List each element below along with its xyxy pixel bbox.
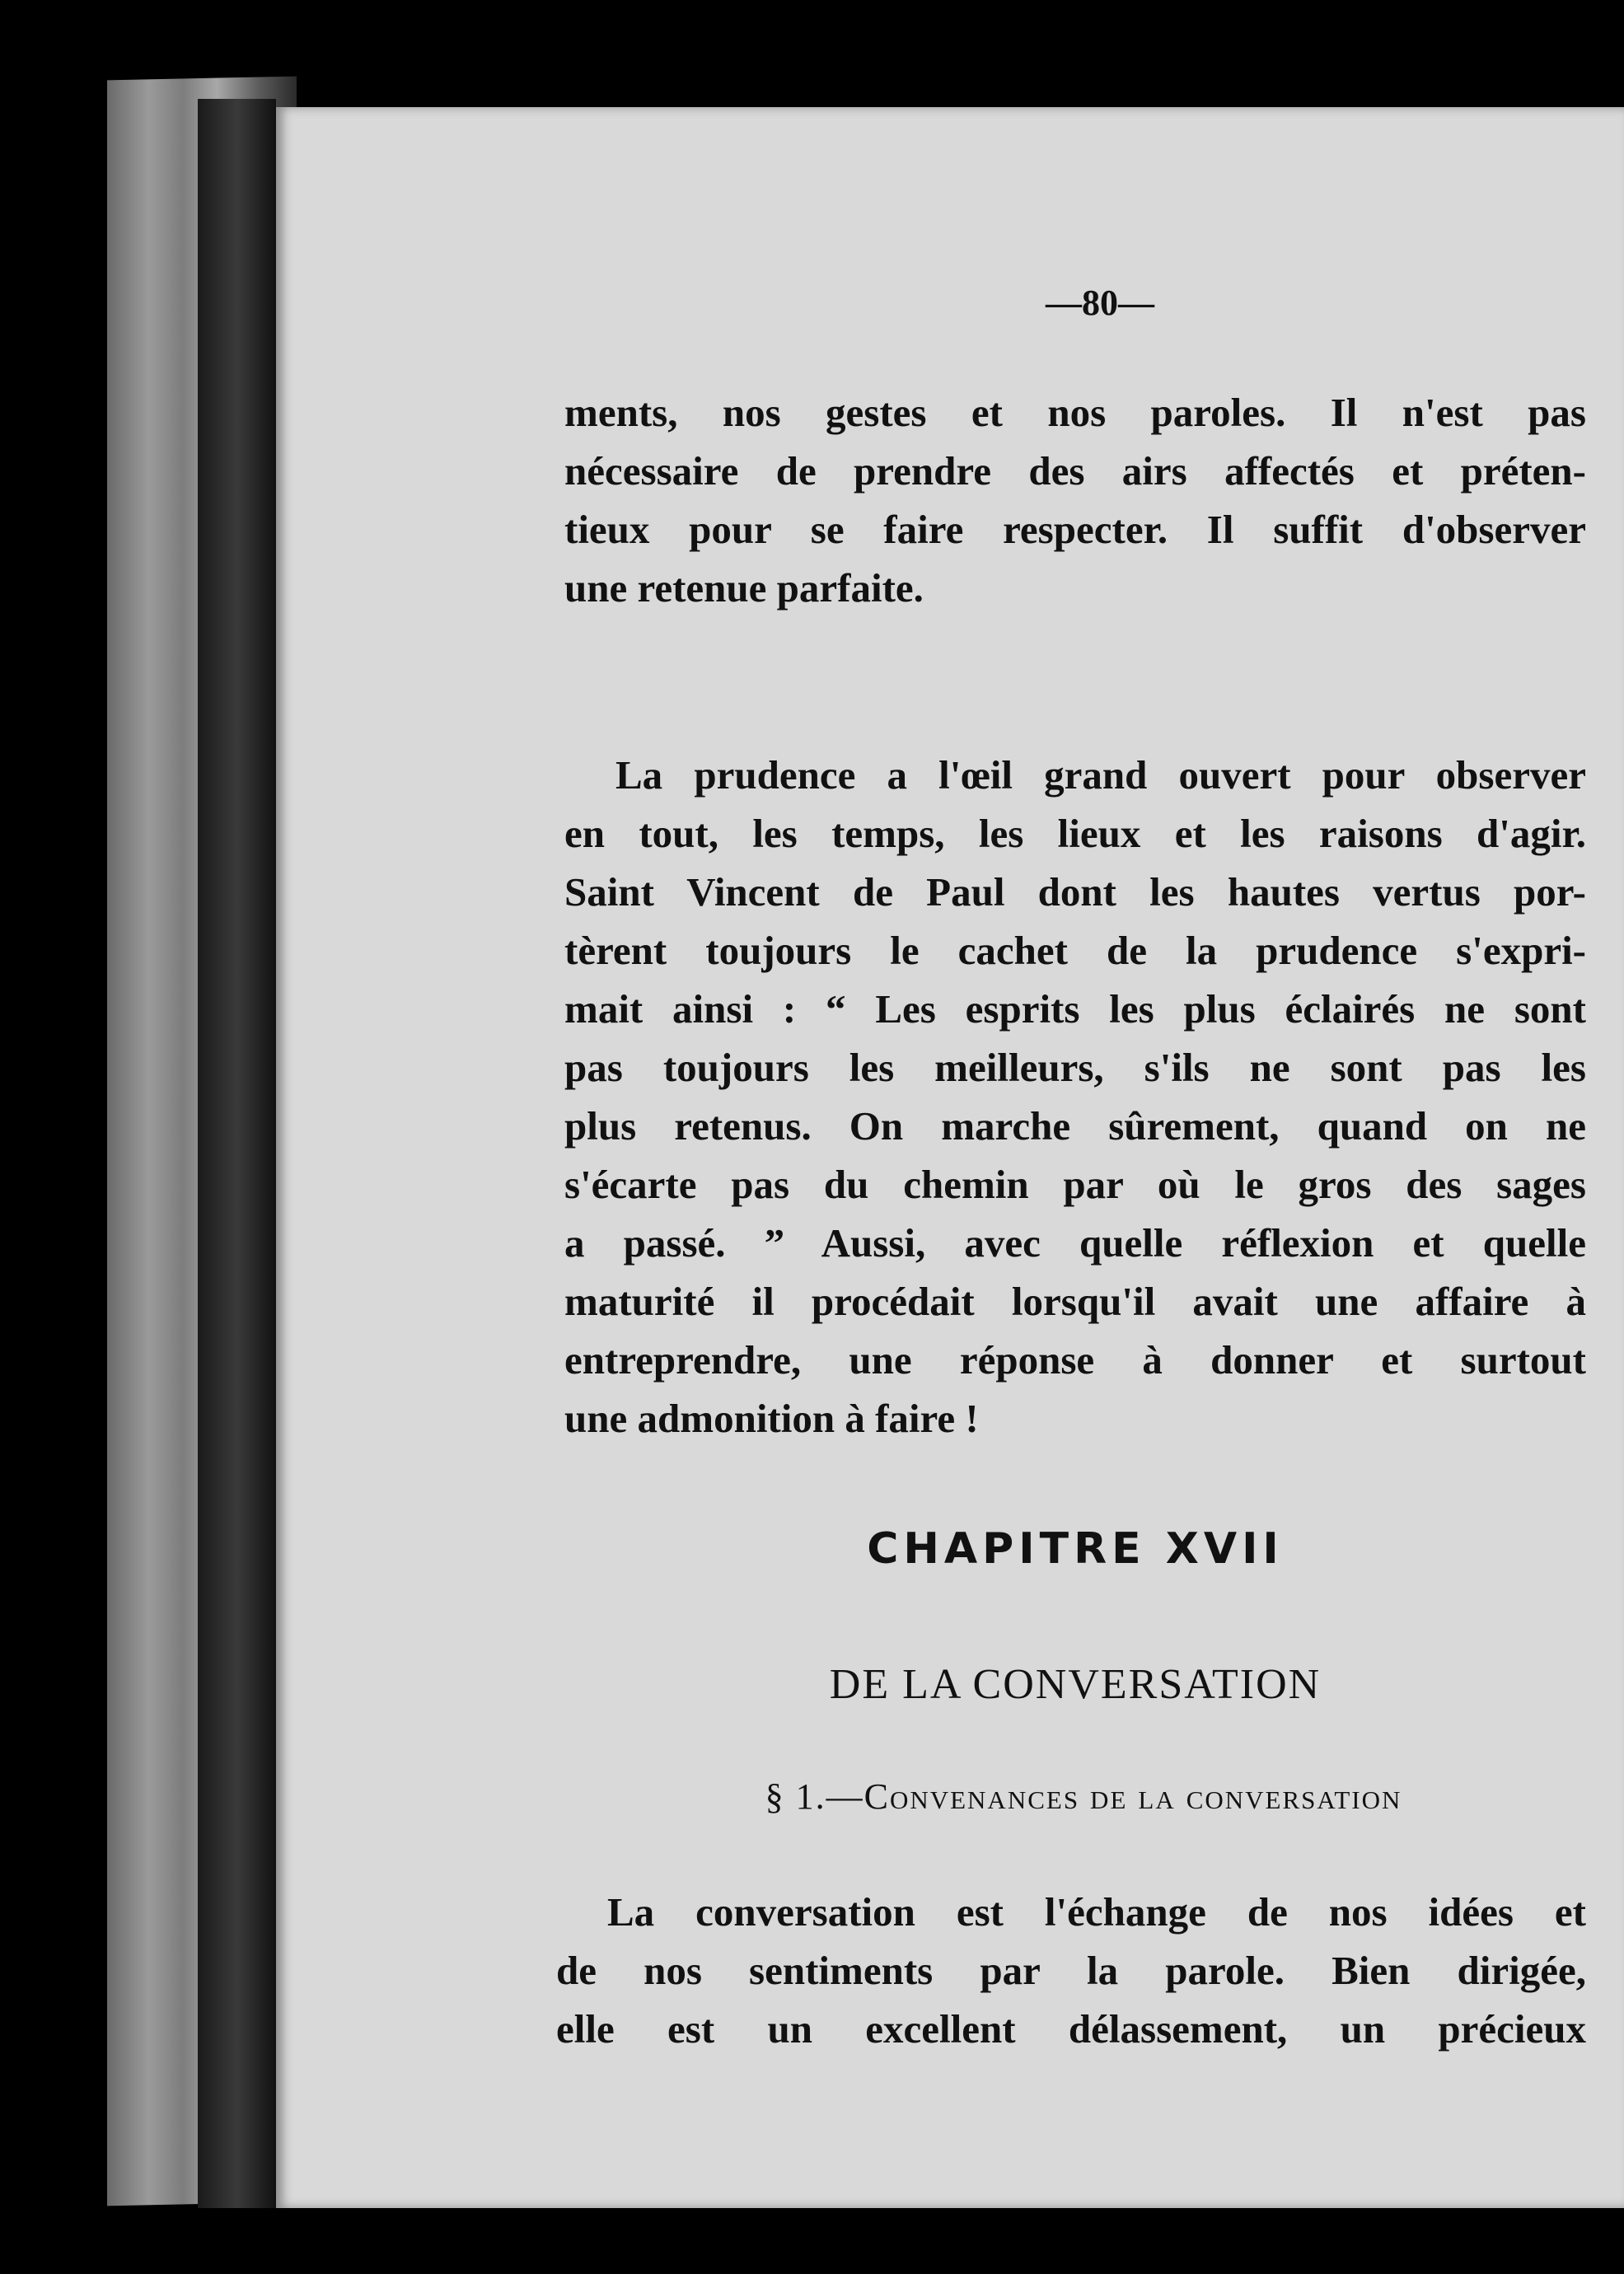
text-line: Saint Vincent de Paul dont les hautes vertus por- (564, 869, 1586, 915)
text-line: maturité il procédait lorsqu'il avait une affaire à (564, 1279, 1586, 1324)
paragraph-prudence (564, 746, 1586, 1448)
text-line: nécessaire de prendre des airs affectés et préten- (564, 448, 1586, 494)
text-line: tieux pour se faire respecter. Il suffit d'observer (564, 507, 1586, 552)
chapter-title: CHAPITRE XVII (867, 1524, 1284, 1574)
text-line: en tout, les temps, les lieux et les raisons d'agir. (564, 811, 1586, 856)
text-line: ments, nos gestes et nos paroles. Il n'est pas (564, 390, 1586, 435)
text-line: une retenue parfaite. (564, 565, 924, 611)
text-line: tèrent toujours le cachet de la prudence s'expri- (564, 928, 1586, 973)
text-line: La prudence a l'œil grand ouvert pour observer (615, 752, 1586, 798)
text-line: plus retenus. On marche sûrement, quand on ne (564, 1103, 1586, 1149)
book-page (276, 107, 1624, 2208)
text-line: elle est un excellent délassement, un précieux (556, 2006, 1586, 2052)
text-line: a passé. ” Aussi, avec quelle réflexion et quelle (564, 1220, 1586, 1266)
text-line: une admonition à faire ! (564, 1396, 979, 1441)
text-line: pas toujours les meilleurs, s'ils ne sont pas les (564, 1045, 1586, 1090)
paragraph-continued (564, 383, 1586, 617)
text-line: entreprendre, une réponse à donner et surtout (564, 1337, 1586, 1383)
text-line: La conversation est l'échange de nos idées et (607, 1889, 1586, 1935)
section-heading: DE LA CONVERSATION (829, 1661, 1322, 1708)
book-binding-shadow (198, 99, 276, 2208)
text-line: mait ainsi : “ Les esprits les plus éclairés ne sont (564, 986, 1586, 1032)
text-line: de nos sentiments par la parole. Bien dirigée, (556, 1948, 1586, 1993)
paragraph-conversation (556, 1883, 1586, 2058)
page-number: —80— (1046, 283, 1154, 323)
text-line: s'écarte pas du chemin par où le gros des sages (564, 1162, 1586, 1207)
subsection-heading: § 1.—Convenances de la conversation (765, 1776, 1402, 1817)
